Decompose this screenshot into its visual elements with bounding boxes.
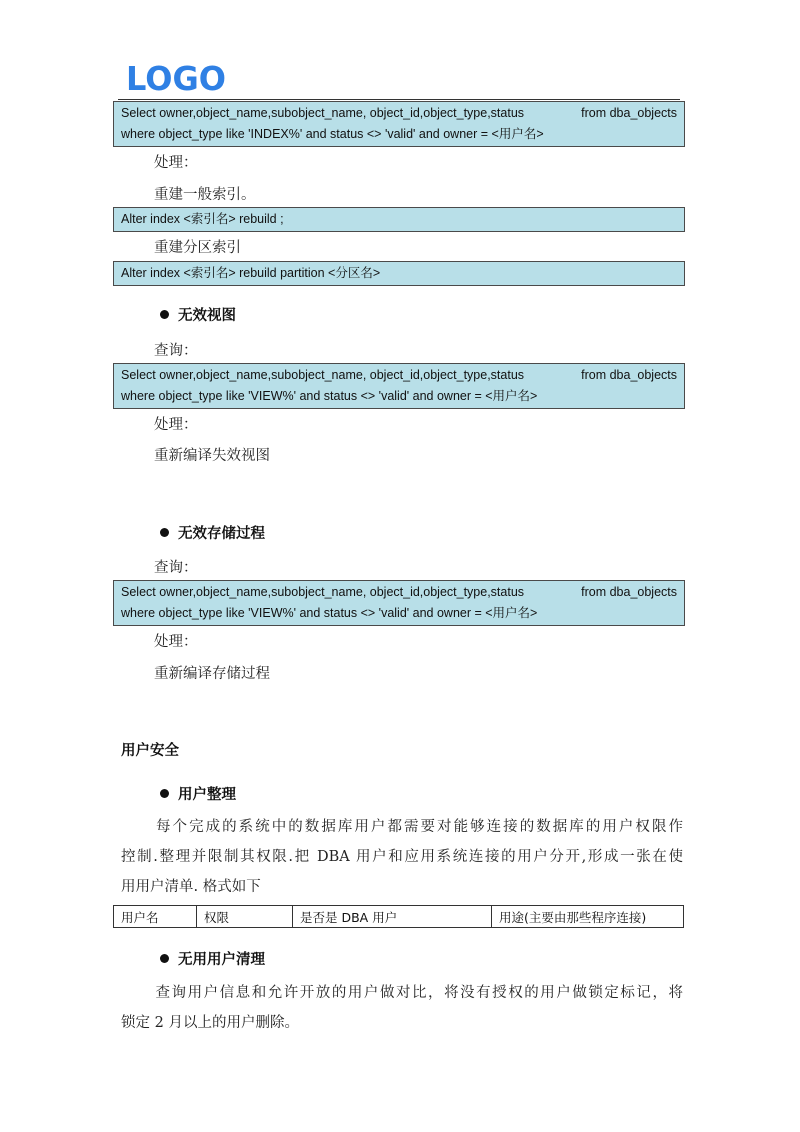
bullet-dot-icon (160, 310, 169, 319)
code-line: where object_type like 'VIEW%' and status <> 'valid' and owner = <用户名> (121, 389, 538, 403)
bullet-heading-unused-users: 无用用户清理 (160, 948, 265, 969)
paragraph-line: 每个完成的系统中的数据库用户都需要对能够连接的数据库的用户权限作 (154, 819, 683, 835)
logo-text: LOGO (126, 62, 226, 94)
paragraph-line: 控制.整理并限制其权限.把 DBA 用户和应用系统连接的用户分开,形成一张在使 (121, 849, 683, 865)
code-block-index-query (113, 101, 685, 147)
bullet-heading-invalid-views: 无效视图 (160, 304, 236, 325)
code-line: Alter index <索引名> rebuild ; (121, 212, 284, 226)
bullet-dot-icon (160, 528, 169, 537)
query-label: 查询： (154, 343, 198, 359)
section-title: 用户安全 (121, 743, 179, 759)
table-header-cell: 用途(主要由那些程序连接) (492, 906, 684, 928)
code-line: from dba_objects (581, 585, 677, 599)
bullet-heading-invalid-procs: 无效存储过程 (160, 522, 265, 543)
code-line: from dba_objects (581, 368, 677, 382)
code-line: where object_type like 'VIEW%' and status <> 'valid' and owner = <用户名> (121, 606, 538, 620)
paragraph-line: 用用户清单. 格式如下 (121, 879, 261, 895)
code-line: Select owner,object_name,subobject_name, object_id,object_type,status (121, 368, 525, 382)
cleanup-paragraph (121, 812, 683, 902)
bullet-heading-user-cleanup: 用户整理 (160, 783, 236, 804)
code-line: from dba_objects (581, 106, 677, 120)
table-header-cell: 用户名 (114, 906, 197, 928)
handle-text: 重新编译失效视图 (154, 448, 270, 464)
code-block-rebuild (113, 207, 685, 232)
code-block-view-query (113, 363, 685, 409)
bullet-dot-icon (160, 954, 169, 963)
query-label: 查询： (154, 560, 198, 576)
handle-text: 重新编译存储过程 (154, 666, 270, 682)
table-row (114, 906, 684, 928)
rebuild-index-text: 重建一般索引。 (154, 187, 256, 203)
user-list-table (113, 905, 684, 928)
code-block-rebuild-partition (113, 261, 685, 286)
bullet-dot-icon (160, 789, 169, 798)
table-header-cell: 是否是 DBA 用户 (293, 906, 492, 928)
code-line: Select owner,object_name,subobject_name, object_id,object_type,status (121, 106, 525, 120)
rebuild-partition-text: 重建分区索引 (154, 240, 241, 256)
header-rule (118, 99, 680, 100)
code-line: where object_type like 'INDEX%' and status <> 'valid' and owner = <用户名> (121, 127, 544, 141)
table-header-cell: 权限 (197, 906, 293, 928)
unused-paragraph (121, 978, 683, 1038)
code-line: Alter index <索引名> rebuild partition <分区名> (121, 266, 381, 280)
logo (126, 62, 228, 94)
handle-label: 处理： (154, 155, 198, 171)
handle-label: 处理： (154, 417, 198, 433)
code-block-proc-query (113, 580, 685, 626)
paragraph-line: 锁定 2 月以上的用户删除。 (121, 1015, 299, 1031)
paragraph-line: 查询用户信息和允许开放的用户做对比，将没有授权的用户做锁定标记，将 (154, 985, 683, 1001)
handle-label: 处理： (154, 634, 198, 650)
code-line: Select owner,object_name,subobject_name, object_id,object_type,status (121, 585, 525, 599)
